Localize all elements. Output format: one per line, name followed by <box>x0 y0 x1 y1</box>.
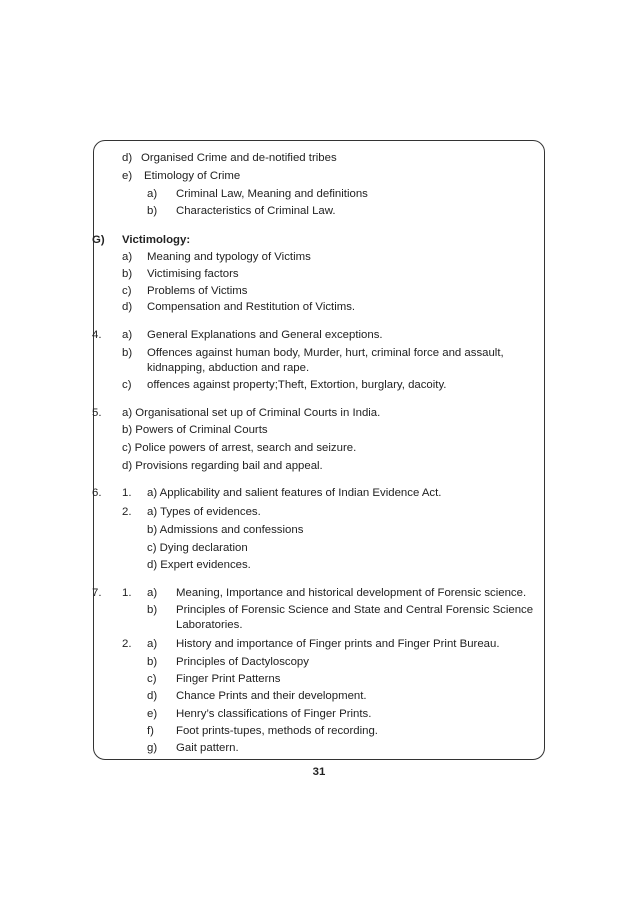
section-number: 5. <box>92 407 102 419</box>
list-item: Meaning, Importance and historical development of Forensic science. <box>176 587 527 599</box>
item-marker: d) <box>122 301 133 313</box>
item-marker: d) <box>147 690 158 702</box>
item-marker: b) <box>122 347 133 359</box>
list-item: Chance Prints and their development. <box>176 690 367 702</box>
item-marker: e) <box>122 170 133 182</box>
section-number: G) <box>92 234 105 246</box>
list-item: a) Applicability and salient features of Indian Evidence Act. <box>147 487 442 499</box>
item-marker: 1. <box>122 587 132 599</box>
list-item: c) Dying declaration <box>147 542 248 554</box>
list-item: c) Police powers of arrest, search and seizure. <box>122 442 357 454</box>
list-item: Characteristics of Criminal Law. <box>176 205 336 217</box>
list-item: Meaning and typology of Victims <box>147 251 311 263</box>
item-marker: e) <box>147 708 158 720</box>
list-item: Principles of Forensic Science and State and Central Forensic Science <box>176 604 534 616</box>
list-item: d) Expert evidences. <box>147 559 251 571</box>
list-item: History and importance of Finger prints and Finger Print Bureau. <box>176 638 500 650</box>
section-title: Victimology: <box>122 234 191 246</box>
item-marker: b) <box>147 604 158 616</box>
list-item: Principles of Dactyloscopy <box>176 656 309 668</box>
section-number: 7. <box>92 587 102 599</box>
page-number: 31 <box>312 766 326 778</box>
item-marker: f) <box>147 725 154 737</box>
list-item: a) Types of evidences. <box>147 506 261 518</box>
list-item-continuation: kidnapping, abduction and rape. <box>147 362 310 374</box>
item-marker: b) <box>147 656 158 668</box>
list-item-continuation: Laboratories. <box>176 619 243 631</box>
item-marker: a) <box>122 251 133 263</box>
section-number: 6. <box>92 487 102 499</box>
list-item: Problems of Victims <box>147 285 248 297</box>
list-item: b) Admissions and confessions <box>147 524 304 536</box>
list-item: Henry’s classifications of Finger Prints. <box>176 708 372 720</box>
list-item: Offences against human body, Murder, hurt, criminal force and assault, <box>147 347 504 359</box>
item-marker: 2. <box>122 506 132 518</box>
item-marker: b) <box>122 268 133 280</box>
list-item: Foot prints-tupes, methods of recording. <box>176 725 378 737</box>
list-item: Finger Print Patterns <box>176 673 281 685</box>
item-marker: b) <box>147 205 158 217</box>
item-marker: c) <box>147 673 157 685</box>
section-number: 4. <box>92 329 102 341</box>
item-marker: c) <box>122 379 132 391</box>
item-marker: g) <box>147 742 158 754</box>
item-marker: a) <box>122 329 133 341</box>
list-item: Organised Crime and de-notified tribes <box>141 152 337 164</box>
list-item: Gait pattern. <box>176 742 239 754</box>
item-marker: 1. <box>122 487 132 499</box>
list-item: Compensation and Restitution of Victims. <box>147 301 356 313</box>
item-marker: a) <box>147 587 158 599</box>
list-item: Victimising factors <box>147 268 239 280</box>
item-marker: a) <box>147 188 158 200</box>
list-item: offences against property;Theft, Extortion, burglary, dacoity. <box>147 379 447 391</box>
list-item: d) Provisions regarding bail and appeal. <box>122 460 323 472</box>
list-item: Etimology of Crime <box>144 170 241 182</box>
item-marker: d) <box>122 152 133 164</box>
list-item: Criminal Law, Meaning and definitions <box>176 188 368 200</box>
item-marker: c) <box>122 285 132 297</box>
item-marker: 2. <box>122 638 132 650</box>
list-item: b) Powers of Criminal Courts <box>122 424 268 436</box>
list-item: a) Organisational set up of Criminal Courts in India. <box>122 407 381 419</box>
item-marker: a) <box>147 638 158 650</box>
list-item: General Explanations and General exceptions. <box>147 329 383 341</box>
